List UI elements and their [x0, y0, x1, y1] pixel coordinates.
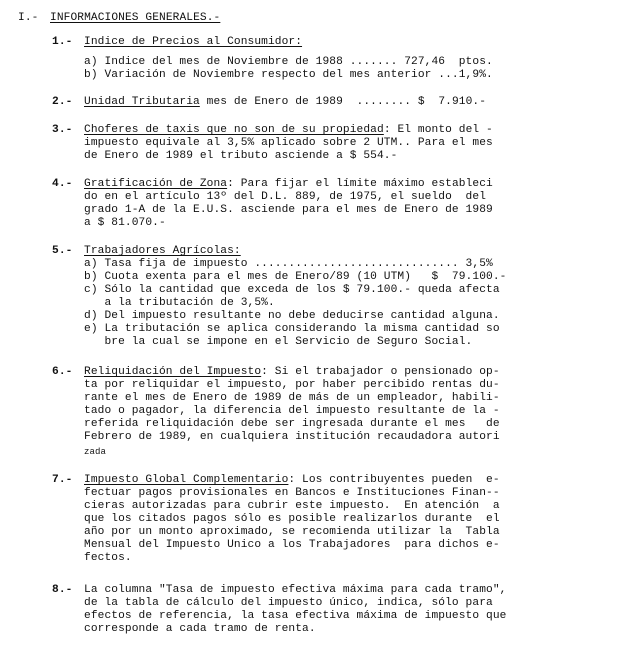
section-title: INFORMACIONES GENERALES.- — [50, 12, 221, 24]
item-line: zada — [84, 447, 107, 457]
item-title: Trabajadores Agrícolas: — [84, 245, 241, 257]
item-line: b) Cuota exenta para el mes de Enero/89 (10 UTM) $ 79.100.- — [84, 271, 507, 283]
item-number: 3.- — [52, 124, 73, 136]
item-line: año por un monto aproximado, se recomienda utilizar la Tabla — [84, 526, 500, 538]
item-heading-rest: La columna "Tasa de impuesto efectiva máxima para cada tramo", — [84, 584, 507, 596]
item-title: Impuesto Global Complementario — [84, 474, 289, 486]
item-title: Gratificación de Zona — [84, 178, 228, 190]
item-number: 4.- — [52, 178, 73, 190]
item-line: do en el artículo 13º del D.L. 889, de 1975, el sueldo del — [84, 191, 487, 203]
item-heading — [84, 178, 493, 191]
section-number: I.- — [18, 12, 39, 24]
item-heading — [84, 474, 500, 487]
item-heading-rest: : El monto del - — [383, 124, 493, 136]
item-line: impuesto equivale al 3,5% aplicado sobre 2 UTM.. Para el mes — [84, 137, 493, 149]
item-heading-rest: : Los contribuyentes pueden e- — [288, 474, 500, 486]
item-line: c) Sólo la cantidad que exceda de los $ 79.100.- queda afecta — [84, 284, 500, 296]
item-title: Reliquidación del Impuesto — [84, 366, 262, 378]
item-number: 8.- — [52, 584, 73, 596]
item-title: Choferes de taxis que no son de su propiedad — [84, 124, 384, 136]
item-heading — [84, 36, 302, 49]
item-line: de Enero de 1989 el tributo asciende a $ 554.- — [84, 150, 398, 162]
item-heading — [84, 366, 500, 379]
item-line: cieras autorizadas para cubrir este impuesto. En atención a — [84, 500, 500, 512]
item-heading — [84, 96, 486, 109]
item-number: 7.- — [52, 474, 73, 486]
item-line: referida reliquidación debe ser ingresada durante el mes de — [84, 418, 500, 430]
item-line: grado 1-A de la E.U.S. asciende para el mes de Enero de 1989 — [84, 204, 493, 216]
item-line: corresponde a cada tramo de renta. — [84, 623, 316, 635]
item-heading — [84, 245, 241, 258]
item-line: rante el mes de Enero de 1989 de más de un empleador, habili- — [84, 392, 500, 404]
item-title: Indice de Precios al Consumidor: — [84, 36, 303, 48]
item-line: fectuar pagos provisionales en Bancos e Instituciones Finan-- — [84, 487, 500, 499]
item-heading-rest: mes de Enero de 1989 ........ $ 7.910.- — [199, 96, 487, 108]
item-line: de la tabla de cálculo del impuesto único, indica, sólo para — [84, 597, 493, 609]
item-line: b) Variación de Noviembre respecto del mes anterior ...1,9%. — [84, 69, 493, 81]
item-line: a $ 81.070.- — [84, 217, 166, 229]
item-line: Mensual del Impuesto Unico a los Trabajadores para dichos e- — [84, 539, 500, 551]
item-line: a) Tasa fija de impuesto .............................. 3,5% — [84, 258, 493, 270]
item-line: que los citados pagos sólo es posible realizarlos durante el — [84, 513, 500, 525]
item-line: efectos de referencia, la tasa efectiva máxima de impuesto que — [84, 610, 507, 622]
item-heading — [84, 584, 506, 597]
item-line: a) Indice del mes de Noviembre de 1988 ....... 727,46 ptos. — [84, 56, 493, 68]
item-number: 1.- — [52, 36, 73, 48]
item-line: bre la cual se impone en el Servicio de Seguro Social. — [84, 336, 473, 348]
item-line: tado o pagador, la diferencia del impuesto resultante de la - — [84, 405, 500, 417]
item-number: 5.- — [52, 245, 73, 257]
item-line: Febrero de 1989, en cualquiera institución recaudadora autori — [84, 431, 500, 443]
item-heading — [84, 124, 493, 137]
item-line: fectos. — [84, 552, 132, 564]
item-line: e) La tributación se aplica considerando la misma cantidad so — [84, 323, 500, 335]
item-line: a la tributación de 3,5%. — [84, 297, 275, 309]
item-heading-rest: : Si el trabajador o pensionado op- — [261, 366, 500, 378]
item-number: 6.- — [52, 366, 73, 378]
item-line: ta por reliquidar el impuesto, por haber percibido rentas du- — [84, 379, 500, 391]
item-number: 2.- — [52, 96, 73, 108]
item-title: Unidad Tributaria — [84, 96, 200, 108]
item-heading-rest: : Para fijar el límite máximo estableci — [227, 178, 493, 190]
item-line: d) Del impuesto resultante no debe deducirse cantidad alguna. — [84, 310, 500, 322]
